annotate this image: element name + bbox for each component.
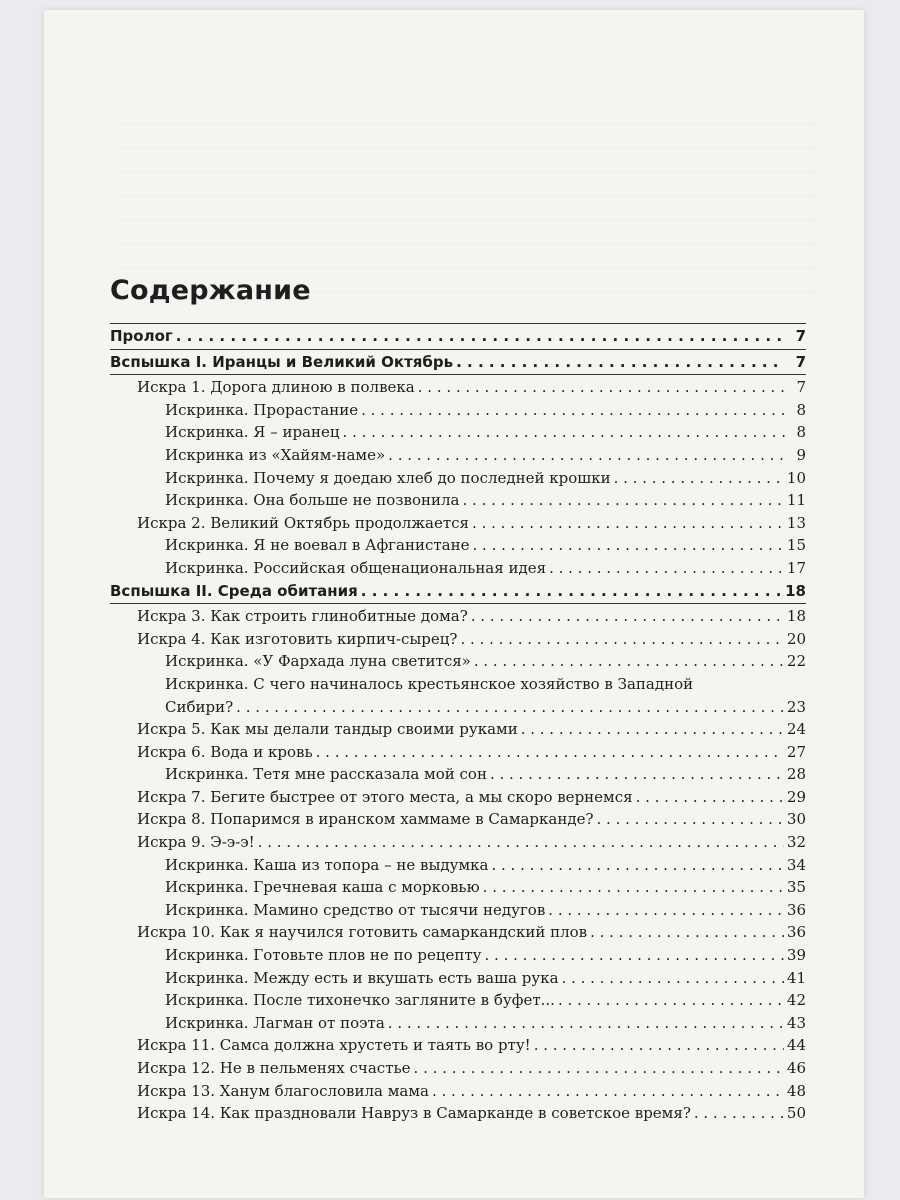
toc-entry-title: Сибири? — [165, 697, 234, 716]
toc-section[interactable] — [110, 325, 806, 348]
toc-entry-title: Искринка. Она больше не позвонила — [165, 491, 460, 510]
dot-leader — [414, 1057, 784, 1080]
dot-leader — [636, 786, 784, 809]
toc-entry-title: Искринка. Российская общенациональная идея — [165, 558, 547, 577]
toc-entry-title: Искринка. Готовьте плов не по рецепту — [165, 946, 482, 965]
dot-leader — [490, 763, 784, 786]
toc-entry-title: Искра 14. Как праздновали Навруз в Самарканде в советское время? — [137, 1104, 691, 1123]
dot-leader — [343, 421, 785, 444]
dot-leader — [473, 534, 784, 557]
section-rule — [110, 603, 806, 604]
page-title: Содержание — [110, 275, 311, 306]
toc-entry[interactable] — [110, 376, 806, 399]
toc-page-number: 7 — [795, 352, 806, 371]
table-of-contents — [110, 273, 806, 1125]
toc-entry-title: Пролог — [110, 327, 173, 345]
dot-leader — [471, 605, 784, 628]
toc-entry-title: Искринка. Прорастание — [165, 400, 359, 419]
toc-entry[interactable] — [110, 1012, 806, 1035]
toc-entry[interactable] — [110, 512, 806, 535]
toc-entry-title: Искра 13. Ханум благословила мама — [137, 1081, 429, 1100]
section-rule — [110, 349, 806, 350]
dot-leader — [316, 741, 784, 764]
toc-entry[interactable] — [110, 1057, 806, 1080]
toc-entry-title: Искринка. Каша из топора – не выдумка — [165, 855, 489, 874]
toc-entry[interactable] — [110, 489, 806, 512]
toc-page-number: 23 — [786, 697, 806, 716]
toc-entry[interactable] — [110, 921, 806, 944]
dot-leader — [548, 899, 784, 922]
section-rule — [110, 374, 806, 375]
toc-entry[interactable] — [110, 534, 806, 557]
toc-entry-title: Искра 1. Дорога длиною в полвека — [137, 378, 415, 397]
toc-entry[interactable] — [110, 899, 806, 922]
toc-page-number: 41 — [786, 968, 806, 987]
dot-leader — [388, 1012, 784, 1035]
toc-entry[interactable] — [110, 741, 806, 764]
dot-leader — [558, 989, 784, 1012]
dot-leader — [562, 967, 784, 990]
dot-leader — [258, 831, 784, 854]
toc-entry[interactable] — [110, 628, 806, 651]
toc-page-number: 15 — [786, 536, 806, 555]
toc-entry[interactable] — [110, 831, 806, 854]
toc-entry-title: Вспышка I. Иранцы и Великий Октябрь — [110, 352, 454, 371]
toc-entry[interactable] — [110, 467, 806, 490]
dot-leader — [483, 876, 784, 899]
toc-entry[interactable] — [110, 444, 806, 467]
toc-entry-title: Искринка. Гречневая каша с морковью — [165, 878, 480, 897]
toc-page-number: 22 — [786, 652, 806, 671]
toc-page-number: 30 — [786, 810, 806, 829]
toc-page-number: 10 — [786, 468, 806, 487]
dot-leader — [597, 808, 784, 831]
toc-page-number: 18 — [786, 607, 806, 626]
toc-entry[interactable] — [110, 808, 806, 831]
toc-page-number: 13 — [786, 513, 806, 532]
toc-page-number: 36 — [786, 900, 806, 919]
toc-section[interactable] — [110, 351, 806, 374]
toc-entry-title: Искринка. Лагман от поэта — [165, 1013, 385, 1032]
toc-section[interactable] — [110, 580, 806, 603]
toc-entry-title: Искра 6. Вода и кровь — [137, 742, 313, 761]
toc-entry[interactable] — [110, 1080, 806, 1103]
toc-entry-title: Искра 4. Как изготовить кирпич-сырец? — [137, 629, 458, 648]
dot-leader — [485, 944, 784, 967]
toc-page-number: 35 — [786, 878, 806, 897]
dot-leader — [590, 921, 784, 944]
toc-entry-title: Искринка. Я – иранец — [165, 423, 340, 442]
toc-page-number: 18 — [785, 581, 806, 600]
toc-page-number: 46 — [786, 1059, 806, 1077]
toc-entry-title: Искра 11. Самса должна хрустеть и таять во рту! — [137, 1036, 531, 1055]
toc-page-number: 50 — [786, 1104, 806, 1123]
dot-leader — [534, 1034, 784, 1057]
toc-page-number: 34 — [786, 855, 806, 874]
toc-entry[interactable] — [110, 1034, 806, 1057]
toc-page-number: 27 — [786, 742, 806, 761]
toc-page-number: 29 — [786, 787, 806, 806]
toc-entry[interactable] — [110, 876, 806, 899]
toc-page-number: 20 — [786, 629, 806, 648]
toc-page-number: 8 — [796, 423, 806, 442]
toc-page-number: 9 — [796, 445, 806, 464]
toc-entry[interactable] — [110, 763, 806, 786]
dot-leader — [694, 1102, 784, 1125]
title-rule — [110, 323, 806, 324]
toc-entry-title: Искринка. После тихонечко загляните в буфет... — [165, 991, 555, 1010]
dot-leader — [462, 489, 783, 512]
dot-leader — [432, 1080, 784, 1103]
dot-leader — [472, 512, 784, 535]
dot-leader — [491, 854, 783, 877]
toc-entry-title: Искринка. Мамино средство от тысячи недугов — [165, 900, 546, 919]
toc-entry[interactable] — [110, 989, 806, 1012]
bleed-through-text — [116, 100, 816, 292]
toc-entry-title: Искринка из «Хайям-наме» — [165, 445, 386, 464]
toc-page-number: 39 — [786, 946, 806, 965]
toc-entry[interactable] — [110, 557, 806, 580]
toc-entry[interactable] — [110, 718, 806, 741]
toc-page-number: 42 — [786, 991, 806, 1010]
toc-page-number: 24 — [786, 720, 806, 739]
toc-page-number: 32 — [786, 833, 806, 852]
toc-entry-title: Искринка. «У Фархада луна светится» — [165, 652, 471, 671]
dot-leader — [361, 580, 782, 603]
toc-entry-title: Искринка. Тетя мне рассказала мой сон — [165, 765, 487, 784]
dot-leader — [456, 351, 785, 374]
toc-entry-title: Искра 10. Как я научился готовить самаркандский плов — [137, 923, 588, 942]
toc-entry-title: Искра 9. Э-э-э! — [137, 833, 255, 852]
toc-entry[interactable] — [110, 696, 806, 719]
toc-page-number: 28 — [786, 765, 806, 784]
toc-entry-title: Искра 8. Попаримся в иранском хаммаме в Самарканде? — [137, 810, 594, 829]
toc-list — [110, 325, 806, 1125]
toc-entry[interactable] — [110, 605, 806, 628]
dot-leader — [460, 628, 783, 651]
toc-entry-title: Искра 12. Не в пельменях счастье — [137, 1059, 411, 1077]
dot-leader — [474, 650, 784, 673]
toc-page-number: 36 — [786, 923, 806, 942]
toc-page-number: 48 — [786, 1081, 806, 1100]
toc-entry-title: Искра 3. Как строить глинобитные дома? — [137, 607, 468, 626]
toc-page-number: 8 — [796, 400, 806, 419]
dot-leader — [236, 696, 784, 719]
toc-entry[interactable] — [110, 854, 806, 877]
toc-page-number: 44 — [786, 1036, 806, 1055]
toc-page-number: 17 — [786, 558, 806, 577]
toc-entry-title: Искринка. Между есть и вкушать есть ваша рука — [165, 968, 559, 987]
toc-entry-title: Искра 5. Как мы делали тандыр своими руками — [137, 720, 518, 739]
dot-leader — [614, 467, 784, 490]
toc-entry[interactable] — [110, 421, 806, 444]
toc-entry-title: Искринка. Почему я доедаю хлеб до последней крошки — [165, 468, 611, 487]
toc-entry-title: Вспышка II. Среда обитания — [110, 581, 358, 600]
toc-entry-title: Искринка. Я не воевал в Афганистане — [165, 536, 470, 555]
toc-entry[interactable] — [110, 1102, 806, 1125]
dot-leader — [176, 325, 785, 348]
toc-page-number: 43 — [786, 1013, 806, 1032]
toc-page-number: 7 — [796, 378, 806, 397]
toc-entry-title: Искра 2. Великий Октябрь продолжается — [137, 513, 470, 532]
toc-entry[interactable] — [110, 944, 806, 967]
toc-entry[interactable] — [110, 650, 806, 673]
toc-entry-title: Искра 7. Бегите быстрее от этого места, а мы скоро вернемся — [137, 787, 633, 806]
toc-entry-line: Искринка. С чего начиналось крестьянское хозяйство в Западной — [165, 674, 694, 693]
dot-leader — [418, 376, 785, 399]
dot-leader — [521, 718, 784, 741]
book-page — [44, 10, 864, 1198]
toc-page-number: 11 — [786, 491, 806, 510]
toc-page-number: 7 — [795, 327, 806, 345]
toc-entry[interactable] — [110, 786, 806, 809]
toc-entry[interactable] — [110, 967, 806, 990]
dot-leader — [388, 444, 785, 467]
dot-leader — [549, 557, 784, 580]
toc-entry[interactable] — [110, 399, 806, 422]
dot-leader — [361, 399, 785, 422]
